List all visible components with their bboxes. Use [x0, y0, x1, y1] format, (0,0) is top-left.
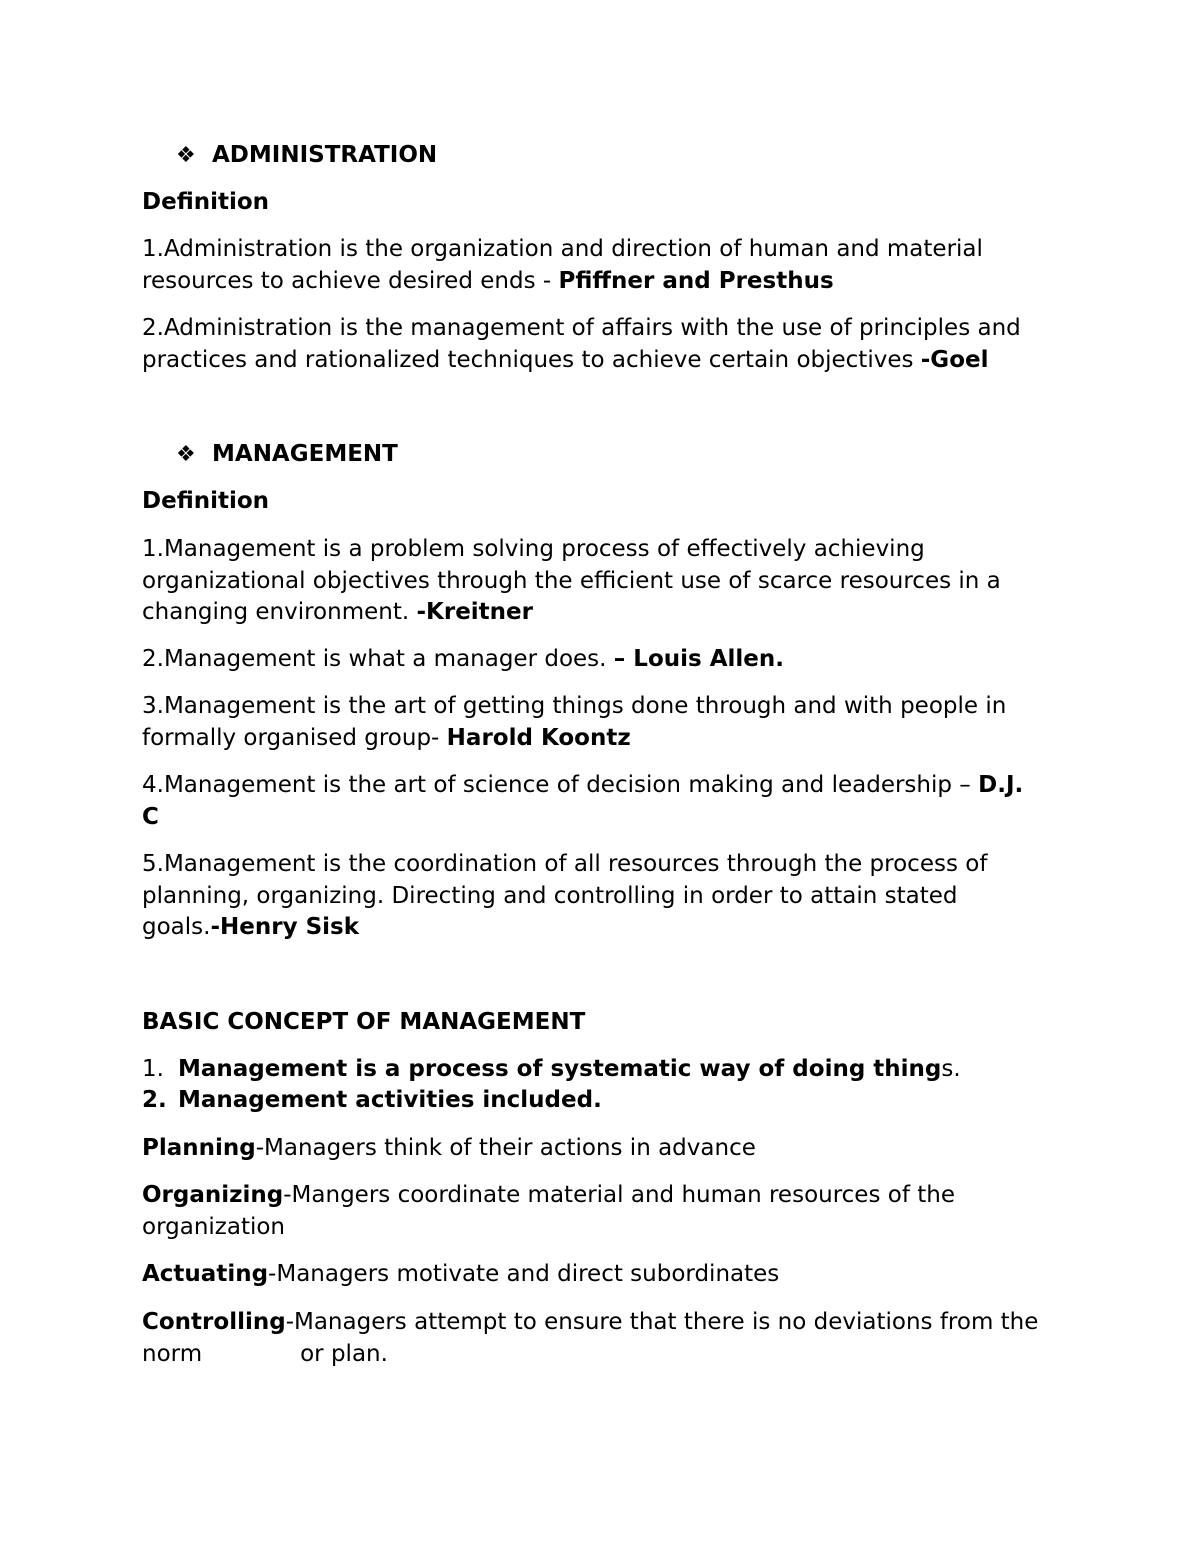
- mgmt-definition-2: 2.Management is what a manager does. – Louis Allen.: [142, 646, 784, 672]
- section-heading-management: [176, 439, 398, 471]
- definition-label: Definition: [142, 189, 270, 215]
- mgmt-definition-5: 5.Management is the coordination of all resources through the process of planning, organizing. Directing and controlling in order to attain stated goals.-Henry Sisk: [142, 851, 988, 940]
- term: Planning: [142, 1135, 256, 1161]
- term: Organizing: [142, 1182, 284, 1208]
- author: -Goel: [920, 346, 989, 373]
- admin-definition-1: 1.Administration is the organization and direction of human and material resources to achieve desired ends - Pfiffner and Presthus: [142, 236, 983, 294]
- mgmt-definition-1: 1.Management is a problem solving process of effectively achieving organizational objectives through the efficient use of scarce resources in a changing environment. -Kreitner: [142, 536, 1001, 625]
- activity-controlling: Controlling-Managers attempt to ensure that there is no deviations from the norm or plan.: [142, 1309, 1039, 1367]
- mgmt-definition-4: 4.Management is the art of science of decision making and leadership – D.J. C: [142, 772, 1024, 830]
- author: D.J.: [978, 772, 1024, 798]
- heading-text: ADMINISTRATION: [212, 142, 438, 168]
- term: Actuating: [142, 1261, 269, 1287]
- concept-item-2: 2. Management activities included.: [142, 1087, 602, 1113]
- author: – Louis Allen.: [613, 646, 784, 672]
- heading-text: MANAGEMENT: [212, 441, 398, 467]
- diamond-bullet-icon: ❖: [176, 442, 196, 467]
- diamond-bullet-icon: ❖: [176, 143, 196, 168]
- admin-definition-2: 2.Administration is the management of affairs with the use of principles and practices and rationalized techniques to achieve certain objectives -Goel: [142, 315, 1021, 373]
- activity-organizing: Organizing-Mangers coordinate material and human resources of the organization: [142, 1182, 955, 1240]
- author: C: [142, 803, 159, 830]
- section-heading-administration: [176, 140, 437, 172]
- concept-heading: BASIC CONCEPT OF MANAGEMENT: [142, 1009, 586, 1035]
- activity-actuating: Actuating-Managers motivate and direct subordinates: [142, 1261, 780, 1287]
- author: Harold Koontz: [446, 724, 631, 751]
- author: -Henry Sisk: [210, 914, 359, 940]
- mgmt-definition-3: 3.Management is the art of getting things done through and with people in formally organised group- Harold Koontz: [142, 693, 1007, 751]
- activity-planning: Planning-Managers think of their actions in advance: [142, 1135, 756, 1161]
- term: Controlling: [142, 1309, 286, 1335]
- concept-item-1: 1. Management is a process of systematic way of doing things.: [142, 1056, 961, 1082]
- definition-label: Definition: [142, 488, 270, 514]
- author: -Kreitner: [416, 599, 533, 625]
- author: Pfiffner and Presthus: [558, 267, 834, 294]
